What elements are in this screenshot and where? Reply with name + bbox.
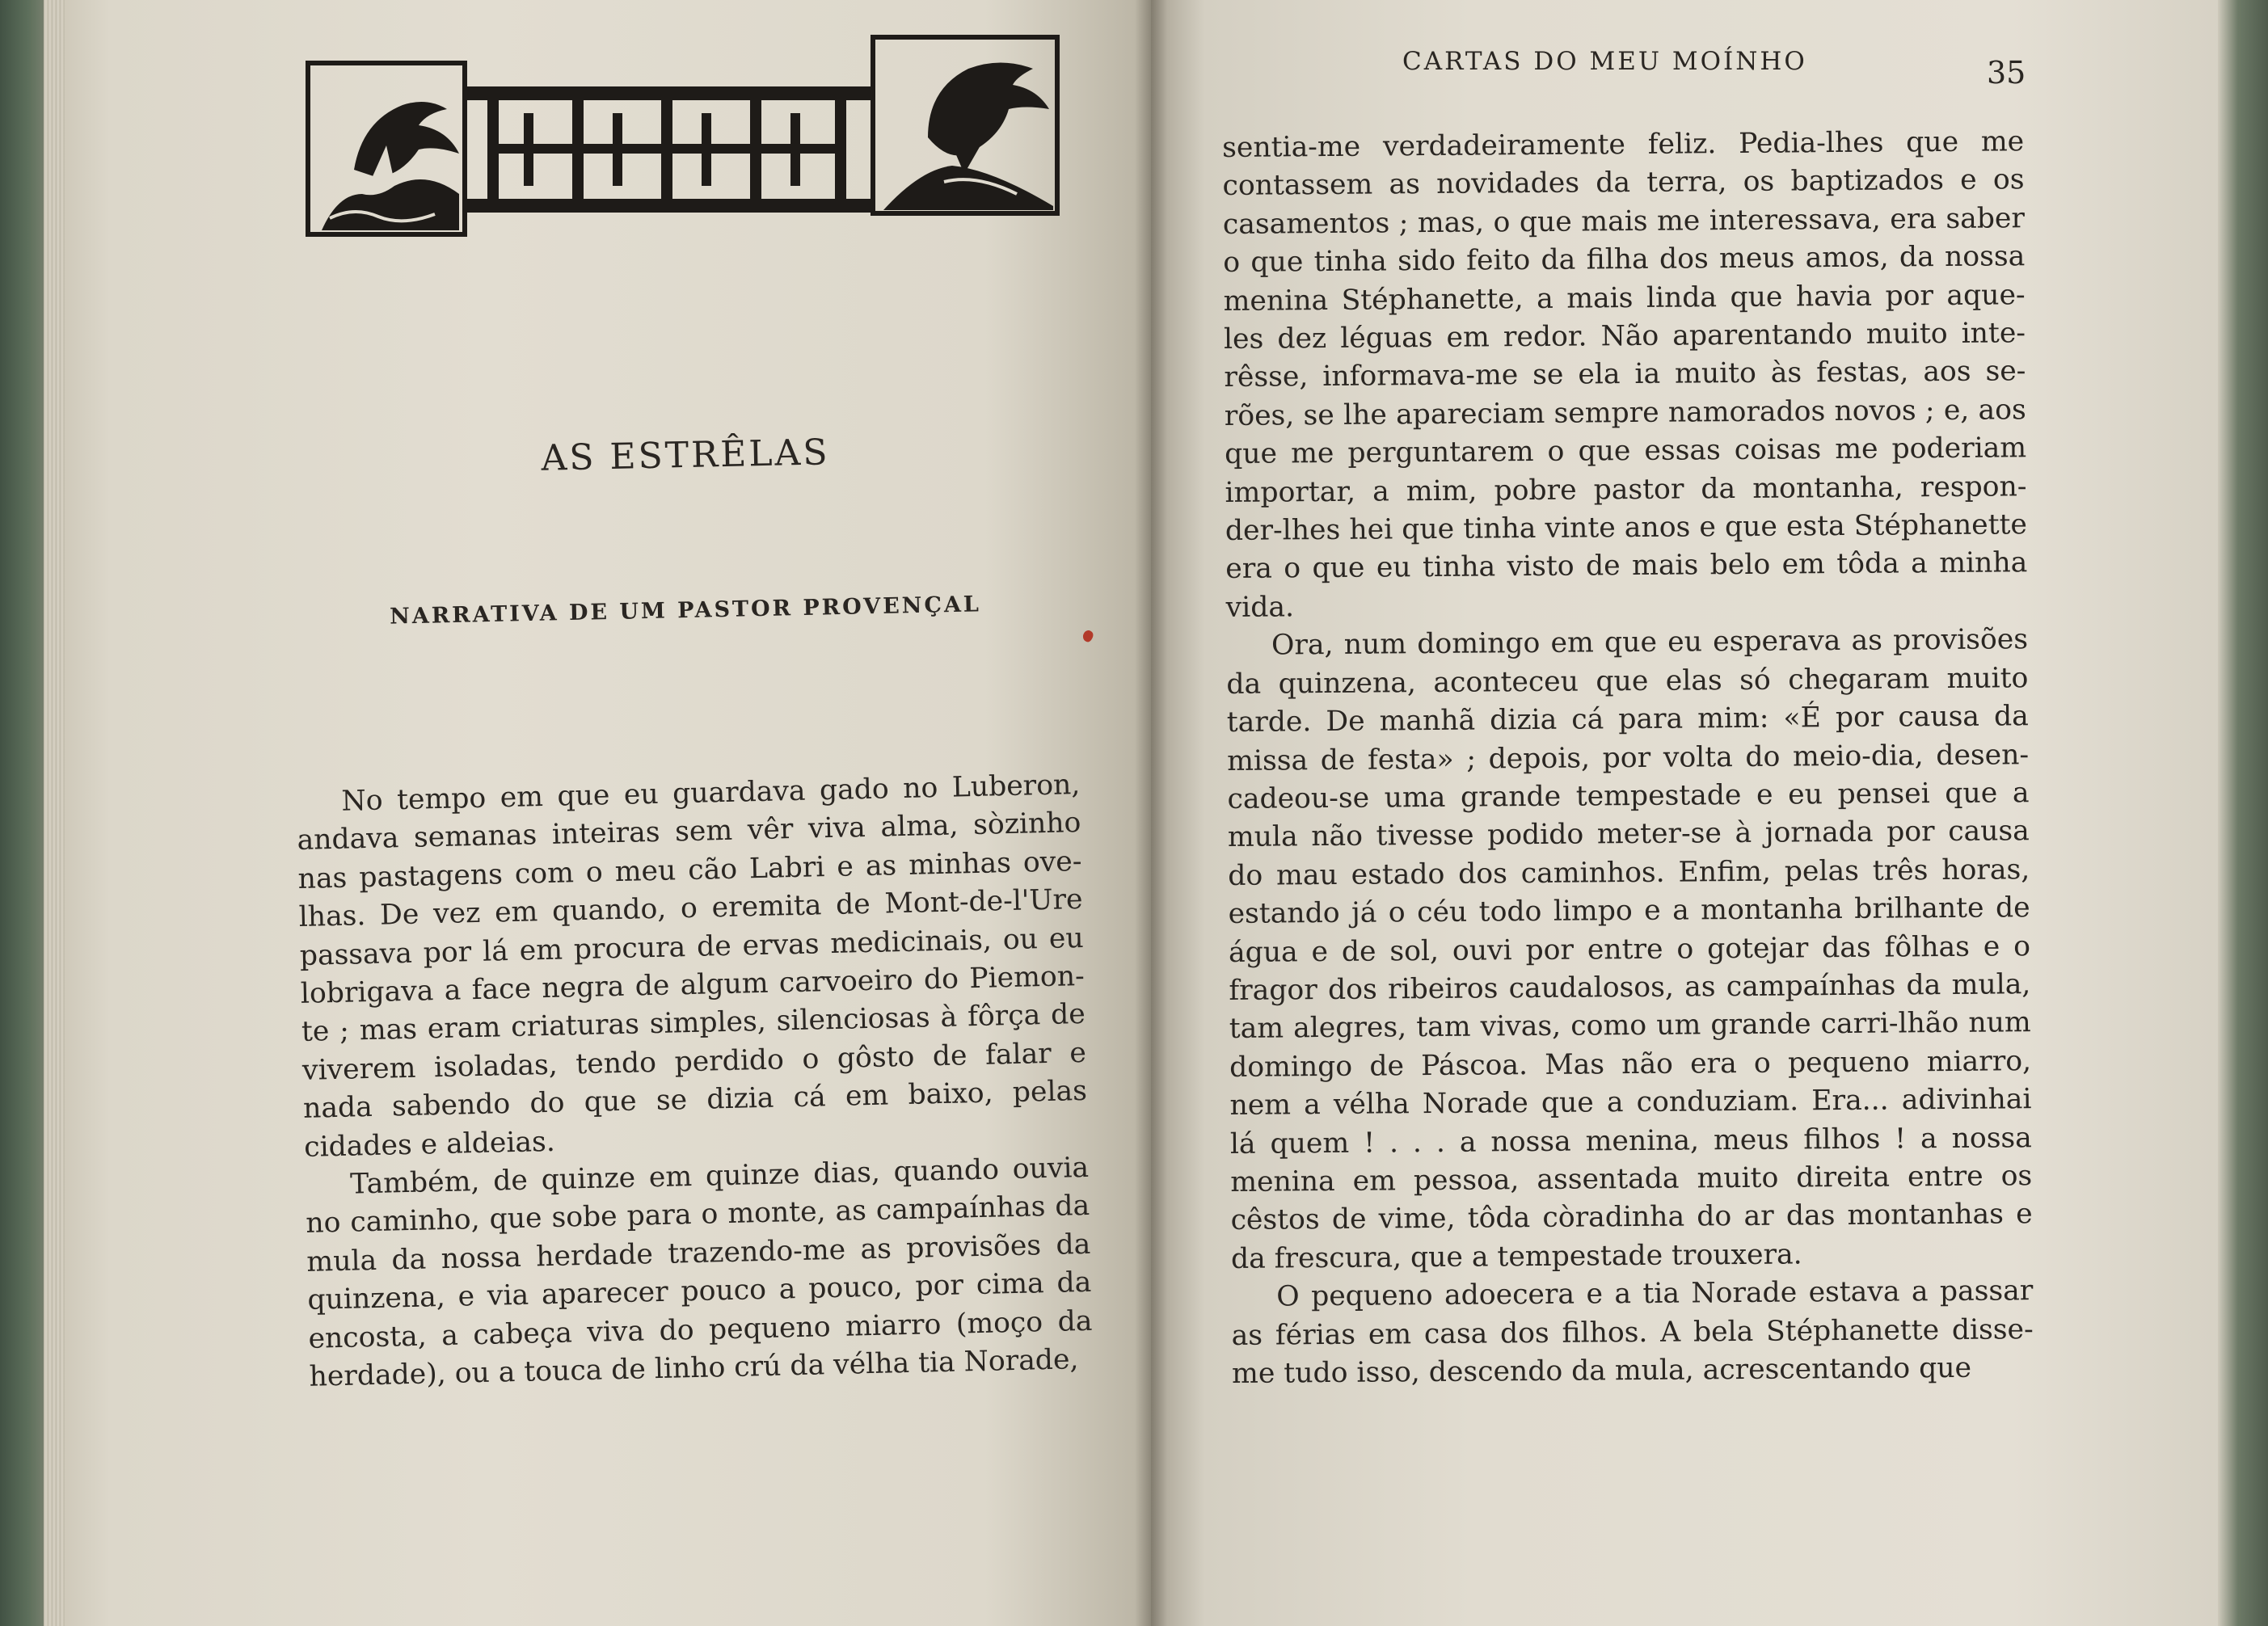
paragraph: Ora, num domingo em que eu esperava as provisões da quinzena, aconteceu que elas só chegaram muito tarde. De manhã dizia cá para mim: «É por causa da missa de festa» ; depois, por volta do meio-dia, desen-cadeou-se uma grande tempestade e eu pensei que a mula não tivesse podido meter-se à jornada por causa do mau estado dos caminhos. Enfim, pelas três horas, estando já o céu todo limpo e a montanha brilhante de água e de sol, ouvi por entre o gotejar das fôlhas e o fragor dos ribeiros caudalosos, as campaínhas da mula, tam alegres, tam vivas, como um grande carri-lhão num domingo de Páscoa. Mas não era o pequeno miarro, nem a vélha Norade que a conduziam. Era... adivinhai lá quem ! . . . a nossa menina, meus filhos ! a nossa menina em pessoa, assentada muito direita entre os cêstos de vime, tôda còradinha do ar das montanhas e da frescura, que a tempestade trouxera. xyxy=(1226,623,2033,1275)
book-gutter xyxy=(1135,0,1167,1626)
paragraph: O pequeno adoecera e a tia Norade estava a passar as férias em casa dos filhos. A bela Stéphanette disse-me tudo isso, descendo da mula, acrescentando que xyxy=(1231,1274,2034,1390)
right-page-body xyxy=(1222,123,2034,1393)
paragraph: Também, de quinze em quinze dias, quando ouvia no caminho, que sobe para o monte, as campaínhas da mula da nossa herdade trazendo-me as provisões da quinzena, e via aparecer pouco a pouco, por cima da encosta, a cabeça viva do pequeno miarro (moço da herdade), ou a touca de linho crú da vélha tia Norade, xyxy=(305,1151,1093,1393)
running-head: CARTAS DO MEU MOÍNHO xyxy=(1402,47,1807,76)
page-edges xyxy=(44,0,65,1626)
chapter-subtitle: NARRATIVA DE UM PASTOR PROVENÇAL xyxy=(389,592,982,630)
woodcut-headpiece-with-birds-icon xyxy=(306,32,1065,267)
paragraph: sentia-me verdadeiramente feliz. Pedia-lhes que me contassem as novidades da terra, os baptizados e os casamentos ; mas, o que mais me interessava, era saber o que tinha sido feito da filha dos meus amos, da nossa menina Stéphanette, a mais linda que havia por aque-les dez léguas em redor. Não aparentando muito inte-rêsse, informava-me se ela ia muito às festas, aos se-rões, se lhe apareciam sempre namorados novos ; e, aos que me perguntarem o que essas coisas me poderiam importar, a mim, pobre pastor da montanha, respon-der-lhes hei que tinha vinte anos e que esta Stéphanette era o que eu tinha visto de mais belo em tôda a minha vida. xyxy=(1222,125,2028,624)
left-page-body xyxy=(296,766,1094,1396)
book-cover-right-edge xyxy=(2218,0,2268,1626)
paragraph: No tempo em que eu guardava gado no Luberon, andava semanas inteiras sem vêr viva alma, sòzinho nas pastagens com o meu cão Labri e as minhas ove-lhas. De vez em quando, o eremita de Mont-de-l'Ure passava por lá em procura de ervas medicinais, ou eu lobrigava a face negra de algum carvoeiro do Piemon-te ; mas eram criaturas simples, silenciosas à fôrça de viverem isoladas, tendo perdido o gôsto de falar e nada sabendo do que se dizia cá em baixo, pelas cidades e aldeias. xyxy=(297,768,1088,1164)
page-number: 35 xyxy=(1987,55,2026,91)
chapter-title: AS ESTRÊLAS xyxy=(541,432,830,479)
